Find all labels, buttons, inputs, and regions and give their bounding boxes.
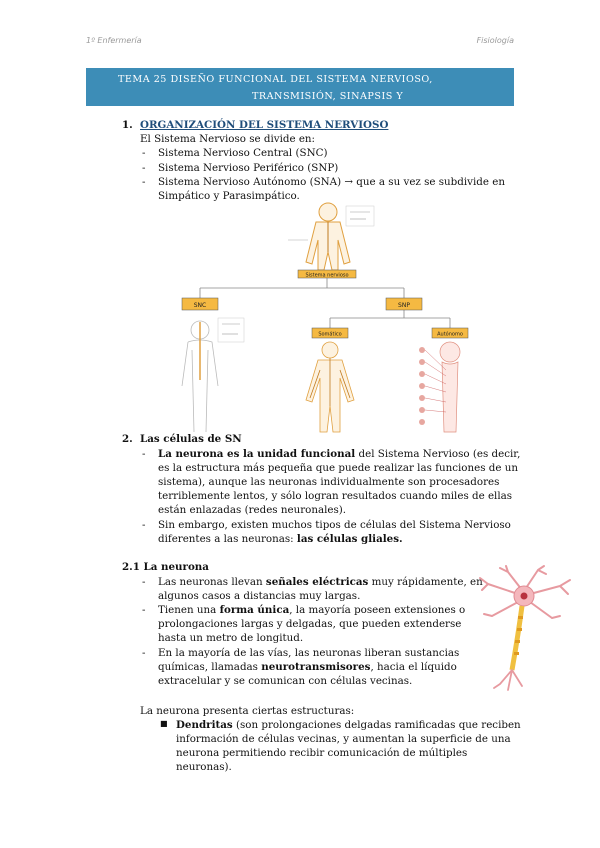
paragraph-line: están enlazadas (redes neuronales). — [158, 504, 347, 516]
nervous-system-diagram — [160, 200, 463, 432]
paragraph-line: Sin embargo, existen muchos tipos de células del Sistema Nervioso — [158, 519, 511, 531]
axon-icon — [512, 606, 522, 670]
paragraph-line: prolongaciones largas y delgadas, que pueden extenderse — [158, 618, 462, 630]
section-2-title: Las células de SN — [140, 433, 242, 445]
autonomic-label: Autónomo — [437, 331, 463, 338]
section-1-number: 1. — [122, 119, 133, 131]
dash-bullet: - — [142, 519, 146, 531]
paragraph-line: Tienen una forma única, la mayoría poseen extensiones o — [158, 604, 466, 616]
dash-bullet: - — [142, 448, 146, 460]
paragraph-line: información de células vecinas, y aumentan la superficie de una — [176, 733, 511, 745]
title-banner — [86, 68, 514, 106]
paragraph-line: neurona permitiendo recibir comunicación de múltiples — [176, 747, 468, 759]
somatic-label: Somático — [318, 331, 342, 338]
paragraph-line: neuronas). — [176, 761, 232, 773]
section-2-number: 2. — [122, 433, 133, 445]
list-item: Sistema Nervioso Central (SNC) — [158, 147, 328, 159]
diagram-root-label: Sistema nervioso — [305, 272, 349, 279]
square-bullet-icon: ■ — [160, 719, 168, 728]
section-1-intro: El Sistema Nervioso se divide en: — [140, 133, 316, 145]
paragraph-line: sistema), aunque las neuronas individualmente son procesadores — [158, 476, 500, 488]
paragraph-line: Las neuronas llevan señales eléctricas muy rápidamente, en — [158, 576, 483, 588]
list-item: Sistema Nervioso Autónomo (SNA) → que a su vez se subdivide en — [158, 176, 505, 188]
paragraph-line: es la estructura más pequeña que puede realizar las funciones de un — [158, 462, 518, 474]
paragraph-line: En la mayoría de las vías, las neuronas liberan sustancias — [158, 647, 460, 659]
banner-line-1: TEMA 25 DISEÑO FUNCIONAL DEL SISTEMA NERVIOSO, — [118, 74, 433, 85]
body-figure-icon — [306, 203, 350, 270]
autonomic-figure-icon — [440, 342, 460, 432]
paragraph-line: químicas, llamadas neurotransmisores, hacia el líquido — [158, 661, 457, 673]
dash-bullet: - — [142, 176, 146, 188]
dash-bullet: - — [142, 604, 146, 616]
organ-icons — [419, 347, 425, 425]
paragraph-line: hasta un metro de longitud. — [158, 632, 304, 644]
section-2-1-title: 2.1 La neurona — [122, 561, 209, 573]
paragraph-line: La neurona presenta ciertas estructuras: — [140, 705, 355, 717]
section-1-title: ORGANIZACIÓN DEL SISTEMA NERVIOSO — [140, 119, 389, 131]
dash-bullet: - — [142, 576, 146, 588]
paragraph-line: algunos casos a distancias muy largas. — [158, 590, 361, 602]
header-subject: Fisiología — [476, 36, 514, 45]
snc-label: SNC — [193, 302, 207, 309]
list-item: Sistema Nervioso Periférico (SNP) — [158, 162, 339, 174]
list-item: Simpático y Parasimpático. — [158, 190, 300, 202]
somatic-figure-icon — [306, 342, 354, 432]
neuron-illustration — [478, 566, 572, 694]
paragraph-line: La neurona es la unidad funcional del Sistema Nervioso (es decir, — [158, 448, 521, 460]
paragraph-line: diferentes a las neuronas: las células gliales. — [158, 533, 403, 545]
paragraph-line: extracelular y se comunican con células vecinas. — [158, 675, 413, 687]
axon-terminal-icon — [494, 670, 522, 690]
dash-bullet: - — [142, 647, 146, 659]
header-course: 1º Enfermería — [86, 36, 142, 45]
dash-bullet: - — [142, 147, 146, 159]
dash-bullet: - — [142, 162, 146, 174]
paragraph-line: terriblemente lentos, y sólo logran resultados cuando miles de ellas — [158, 490, 513, 502]
paragraph-line: Dendritas (son prolongaciones delgadas ramificadas que reciben — [176, 719, 521, 731]
banner-line-2: TRANSMISIÓN, SINAPSIS Y — [252, 91, 404, 102]
snp-label: SNP — [398, 302, 410, 309]
